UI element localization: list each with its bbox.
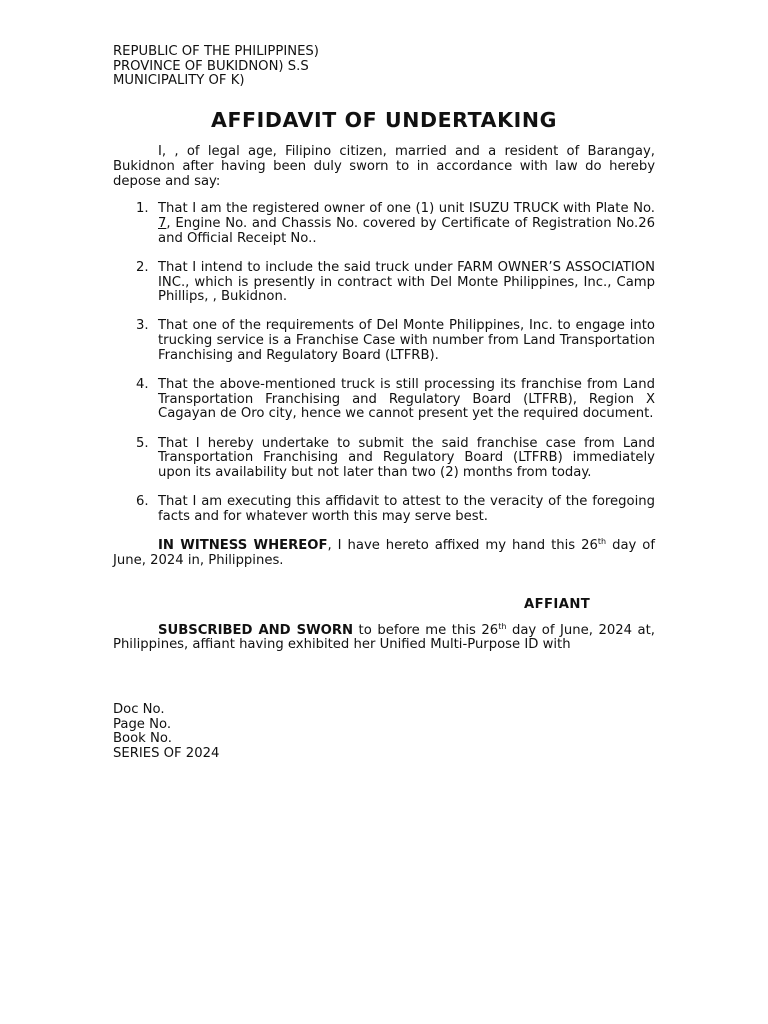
statement-item-3 [136,318,655,363]
witness-lead: IN WITNESS WHEREOF [158,538,328,554]
witness-text: , I have hereto affixed my hand this 26 [327,538,598,554]
page-number-label: Page No. [113,716,172,732]
intro-paragraph: I, , of legal age, Filipino citizen, married and a resident of Barangay, Bukidnon after having been duly sworn to in accordance with law do hereby depose and say: [113,144,655,189]
witness-text-end: day of June, 2024 in, Philippines. [113,538,655,568]
item-text: That the above-mentioned truck is still processing its franchise from Land Transportation Franchising and Regulatory Board (LTFRB), Region X Cagayan de Oro city, hence we cannot present yet the required document. [158,377,655,422]
statement-list [113,202,655,524]
statement-item-5 [136,435,655,481]
witness-ordinal: th [597,537,607,547]
item-text: That I am executing this affidavit to attest to the veracity of the foregoing facts and for whatever worth this may serve best. [158,494,655,524]
item-number: 2. [136,259,149,275]
book-number-label: Book No. [113,731,172,747]
item-text: That I am the registered owner of one (1) unit ISUZU TRUCK with Plate No. [158,201,655,217]
item-number: 6. [136,494,149,510]
item-text: That I hereby undertake to submit the said franchise case from Land Transportation Franchising and Regulatory Board (LTFRB) immediately upon its availability but not later than two (2) months from today. [158,435,655,481]
jurat-ordinal: th [498,621,507,631]
caption-republic: REPUBLIC OF THE PHILIPPINES) [113,44,319,59]
document-title: AFFIDAVIT OF UNDERTAKING [210,108,557,133]
affiant-signature-block [113,584,655,624]
jurat-lead: SUBSCRIBED AND SWORN [158,622,354,638]
plate-number: 7 [158,215,167,231]
caption-province: PROVINCE OF BUKIDNON) S.S [113,58,309,74]
affiant-label: AFFIANT [524,596,591,612]
caption-municipality: MUNICIPALITY OF K) [113,73,245,89]
statement-item-6 [136,494,655,524]
series-label: SERIES OF 2024 [113,746,220,762]
item-number: 4. [136,377,149,393]
notarial-register [113,703,655,762]
doc-number-label: Doc No. [113,701,165,717]
witness-paragraph [113,539,655,568]
statement-item-4 [136,377,655,422]
statement-item-1 [136,201,655,246]
jurat-paragraph [113,621,655,653]
item-text: That I intend to include the said truck under FARM OWNER’S ASSOCIATION INC., which is presently in contract with Del Monte Philippines, Inc., Camp Phillips, , Bukidnon. [158,259,655,305]
jurat-text: to before me this 26 [353,622,499,638]
item-text: That one of the requirements of Del Monte Philippines, Inc. to engage into trucking service is a Franchise Case with number from Land Transportation Franchising and Regulatory Board (LTFRB). [158,318,655,363]
venue-caption [113,45,655,89]
affidavit-document [113,45,655,762]
jurat-text-end: day of June, 2024 at, Philippines, affiant having exhibited her Unified Multi-Purpose ID with [113,622,655,653]
statement-item-2 [136,259,655,305]
item-number: 5. [136,435,149,451]
item-text: , Engine No. and Chassis No. covered by Certificate of Registration No.26 and Official Receipt No.. [158,215,655,246]
item-number: 1. [136,201,149,217]
item-number: 3. [136,318,149,334]
